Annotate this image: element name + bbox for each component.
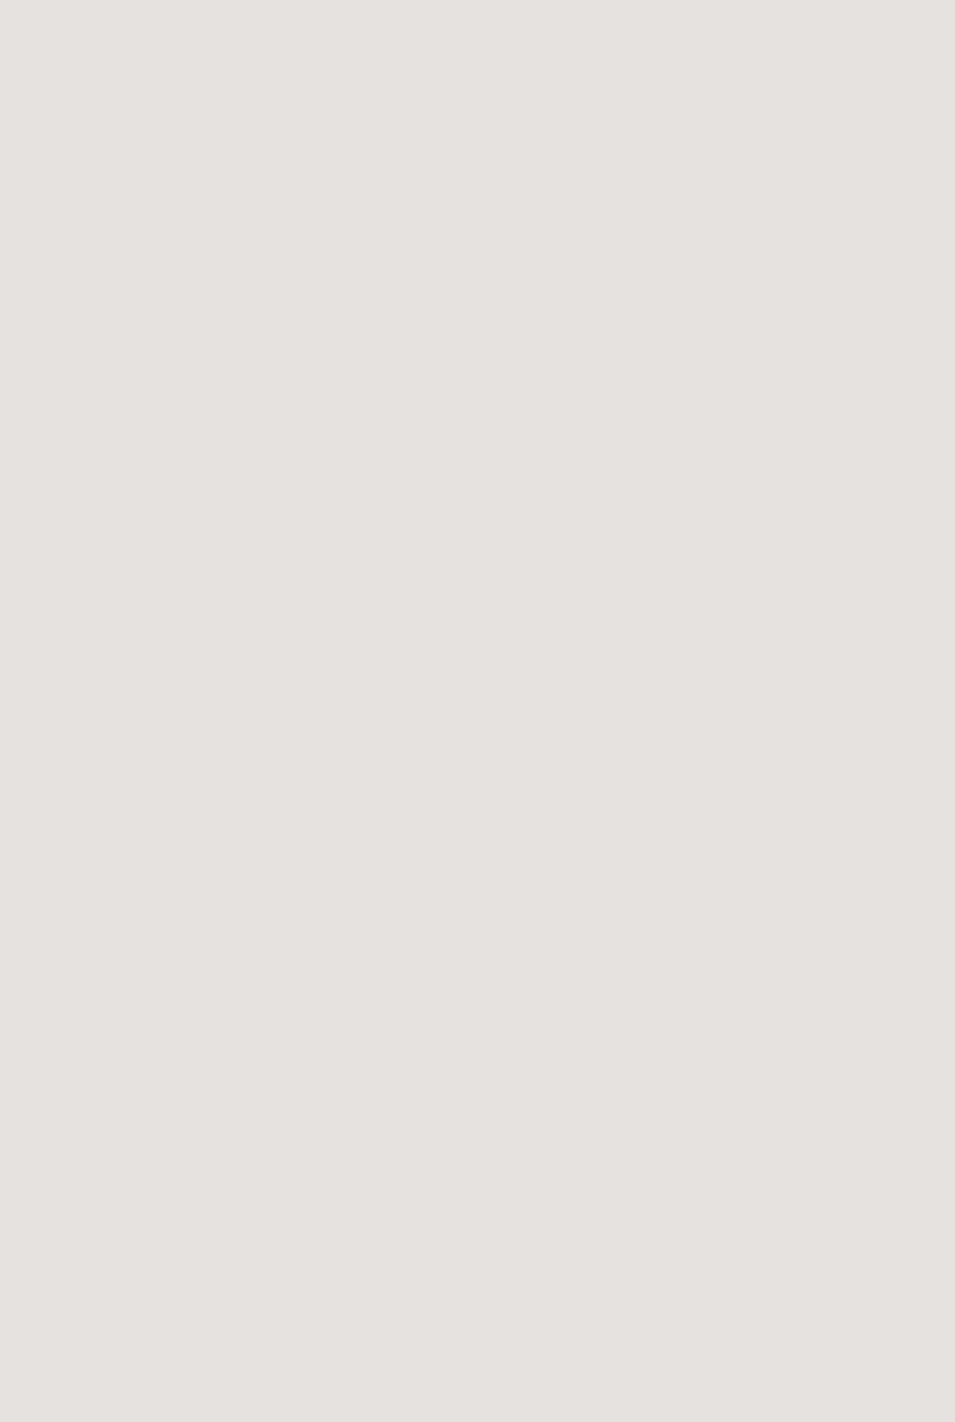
lyric-line	[0, 584, 955, 608]
lyric-line	[0, 216, 955, 240]
lyric-line	[0, 560, 955, 584]
lyric-line	[0, 1212, 955, 1236]
lyric-line	[0, 265, 955, 289]
lyric-line	[0, 241, 955, 265]
lyric-line	[0, 903, 955, 927]
lyric-line	[0, 855, 955, 879]
lyric-line	[0, 830, 955, 854]
lyric-line	[0, 536, 955, 560]
lyric-line	[0, 879, 955, 903]
lyric-line	[0, 1164, 955, 1188]
lyric-line	[0, 190, 955, 214]
lyric-line	[0, 1188, 955, 1212]
lyric-line	[0, 1139, 955, 1163]
lyric-line	[0, 511, 955, 535]
